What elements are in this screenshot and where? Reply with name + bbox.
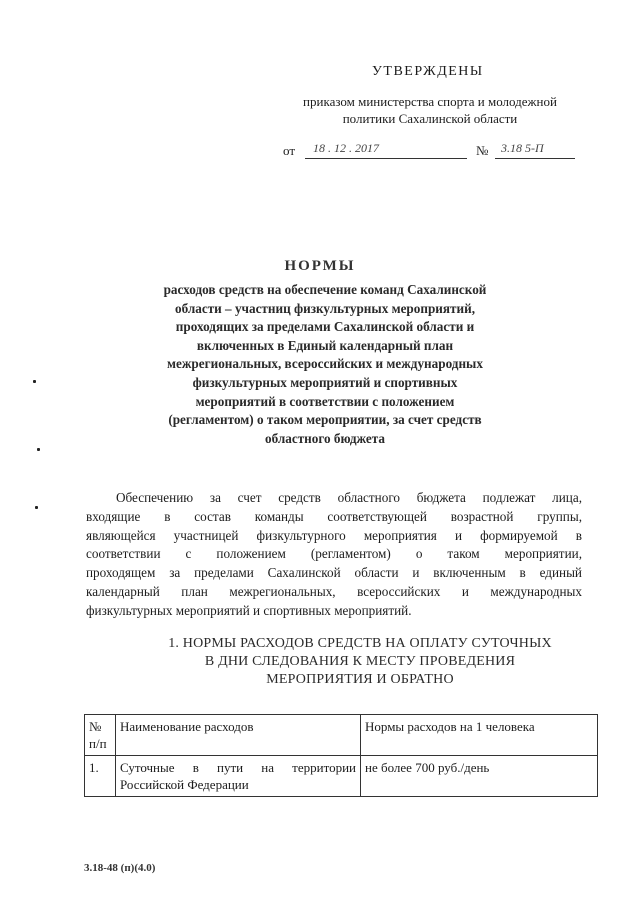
scan-mark [37,448,40,451]
handwritten-date: 18 . 12 . 2017 [313,141,379,155]
expense-name-line: Российской Федерации [120,777,249,792]
heading-line: 1. НОРМЫ РАСХОДОВ СРЕДСТВ НА ОПЛАТУ СУТОЧНЫХ [168,636,552,651]
subtitle-line: расходов средств на обеспечение команд Сахалинской [163,282,487,297]
approval-title: УТВЕРЖДЕНЫ [372,64,484,79]
intro-line: входящие в состав команды соответствующей возрастной группы, [86,508,582,524]
norms-subtitle [130,281,520,448]
subtitle-line: (регламентом) о таком мероприятии, за счет средств [168,412,482,428]
intro-line: календарный план межрегиональных, всероссийских и международных [86,583,582,599]
handwritten-number: 3.18 5-П [501,141,544,155]
norms-table [84,714,598,797]
scan-mark [33,380,36,383]
intro-line: физкультурных мероприятий и спортивных мероприятий. [86,602,412,618]
norms-title: НОРМЫ [284,258,356,274]
table-header-row [85,715,598,756]
number-underline [495,158,575,159]
subtitle-line: мероприятий в соответствии с положением [195,393,455,409]
subtitle-line: включенных в Единый календарный план [196,337,454,353]
number-label: № [476,143,489,158]
from-label: от [283,143,296,158]
header-norm: Нормы расходов на 1 человека [361,715,598,756]
subtitle-line: проходящих за пределами Сахалинской области и [175,319,475,335]
cell-number: 1. [85,756,116,797]
header-expense-name: Наименование расходов [116,715,361,756]
approval-line-1: приказом министерства спорта и молодежной [303,94,557,109]
intro-paragraph [86,489,582,621]
intro-line: являющейся участницей физкультурного мероприятия и формируемой в [86,527,582,543]
subtitle-line: областного бюджета [265,430,385,446]
document-code: 3.18-48 (п)(4.0) [84,862,156,874]
table-row [85,756,598,797]
heading-line: В ДНИ СЛЕДОВАНИЯ К МЕСТУ ПРОВЕДЕНИЯ [204,654,516,669]
header-number: № п/п [85,715,116,756]
subtitle-line: межрегиональных, всероссийских и международных [167,356,483,372]
subtitle-line: физкультурных мероприятий и спортивных [192,374,458,390]
date-underline [305,158,467,159]
approval-line-2: политики Сахалинской области [342,111,518,126]
cell-expense-name [116,756,361,797]
scan-mark [35,506,38,509]
intro-line: соответствии с положением (регламентом) о таком мероприятии, [86,546,582,562]
subtitle-line: области – участниц физкультурных мероприятий, [174,300,475,316]
intro-line: Обеспечению за счет средств областного бюджета подлежат лица, [116,490,582,505]
expense-name-line: Суточные в пути на территории [120,760,356,775]
cell-norm: не более 700 руб./день [361,756,598,797]
section-1-heading [140,635,580,689]
heading-line: МЕРОПРИЯТИЯ И ОБРАТНО [266,672,454,687]
intro-line: проходящем за пределами Сахалинской области и включенным в единый [86,565,582,581]
